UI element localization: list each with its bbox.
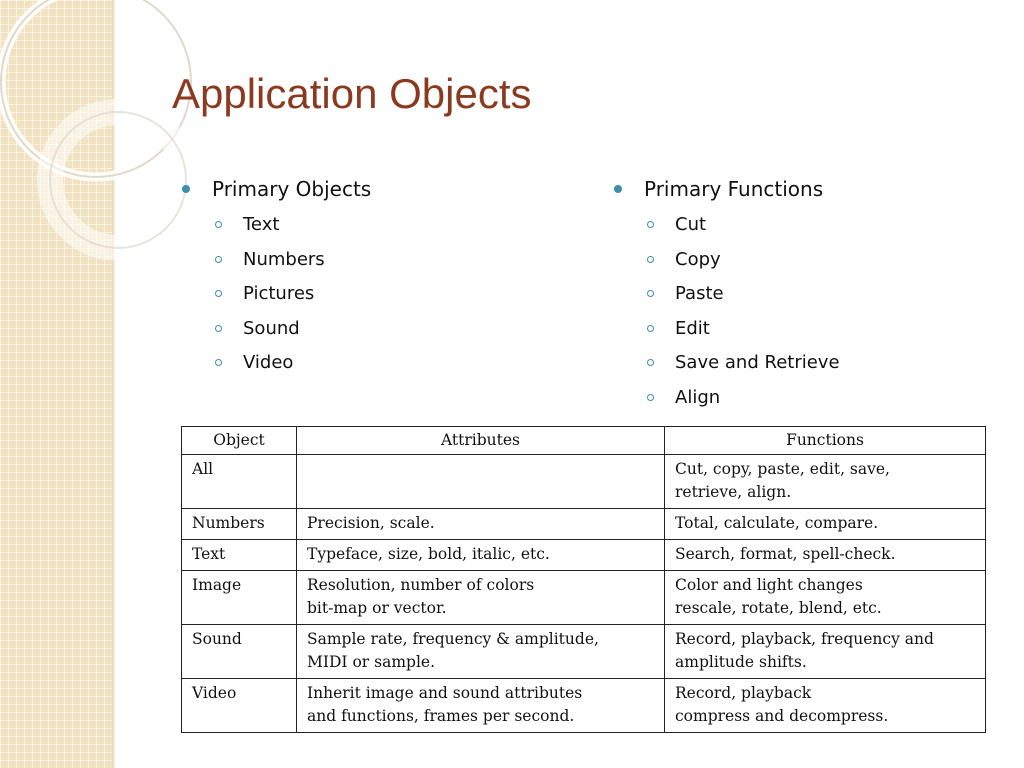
list-item xyxy=(612,346,840,381)
table-row xyxy=(182,679,986,733)
bullet-ring-icon xyxy=(647,290,654,297)
table-row xyxy=(182,540,986,571)
list-item xyxy=(612,277,840,312)
column-header-attributes: Attributes xyxy=(297,427,665,455)
slide-title: Application Objects xyxy=(172,70,532,117)
cell-attributes xyxy=(297,455,665,509)
table-row xyxy=(182,571,986,625)
cell-attributes: Typeface, size, bold, italic, etc. xyxy=(297,540,665,571)
column-header-object: Object xyxy=(182,427,297,455)
bullet-ring-icon xyxy=(215,256,222,263)
list-item xyxy=(612,312,840,347)
cell-attributes: Sample rate, frequency & amplitude, MIDI or sample. xyxy=(297,625,665,679)
list-item-label: Paste xyxy=(675,283,724,305)
list-item-label: Align xyxy=(675,386,721,408)
column-header-functions: Functions xyxy=(665,427,986,455)
decorative-side-strip xyxy=(0,0,112,768)
primary-objects-list xyxy=(180,174,371,381)
list-heading-label: Primary Objects xyxy=(212,177,372,201)
bullet-ring-icon xyxy=(215,221,222,228)
bullet-ring-icon xyxy=(215,290,222,297)
table-row xyxy=(182,625,986,679)
cell-functions: Record, playback, frequency and amplitude shifts. xyxy=(665,625,986,679)
cell-object: Sound xyxy=(182,625,297,679)
bullet-dot-icon xyxy=(182,185,190,193)
objects-table xyxy=(181,426,986,733)
bullet-ring-icon xyxy=(647,394,654,401)
bullet-ring-icon xyxy=(215,359,222,366)
list-item xyxy=(612,243,840,278)
list-item-label: Copy xyxy=(675,248,721,270)
list-heading-primary-objects xyxy=(180,174,371,204)
list-item xyxy=(612,208,840,243)
cell-attributes: Precision, scale. xyxy=(297,509,665,540)
cell-functions: Color and light changes rescale, rotate, blend, etc. xyxy=(665,571,986,625)
bullet-ring-icon xyxy=(647,256,654,263)
cell-attributes: Inherit image and sound attributes and functions, frames per second. xyxy=(297,679,665,733)
cell-functions: Record, playback compress and decompress. xyxy=(665,679,986,733)
list-item-label: Numbers xyxy=(243,248,325,270)
cell-object: Image xyxy=(182,571,297,625)
cell-object: All xyxy=(182,455,297,509)
list-item-label: Cut xyxy=(675,214,707,235)
list-heading-label: Primary Functions xyxy=(644,177,824,201)
table-row xyxy=(182,509,986,540)
list-item xyxy=(612,381,840,416)
cell-object: Numbers xyxy=(182,509,297,540)
list-item-label: Text xyxy=(243,214,280,235)
list-item xyxy=(180,243,371,278)
cell-functions: Total, calculate, compare. xyxy=(665,509,986,540)
list-item xyxy=(180,208,371,243)
list-item-label: Save and Retrieve xyxy=(675,352,840,374)
list-item-label: Pictures xyxy=(243,283,315,305)
cell-functions: Cut, copy, paste, edit, save, retrieve, align. xyxy=(665,455,986,509)
primary-functions-list xyxy=(612,174,840,416)
list-heading-primary-functions xyxy=(612,174,840,204)
bullet-dot-icon xyxy=(614,185,622,193)
list-item-label: Edit xyxy=(675,317,710,339)
table-header-row xyxy=(182,427,986,455)
list-item-label: Video xyxy=(243,352,294,374)
list-item-label: Sound xyxy=(243,317,300,339)
list-item xyxy=(180,346,371,381)
cell-attributes: Resolution, number of colors bit-map or vector. xyxy=(297,571,665,625)
list-item xyxy=(180,277,371,312)
list-item xyxy=(180,312,371,347)
bullet-ring-icon xyxy=(647,325,654,332)
cell-object: Video xyxy=(182,679,297,733)
bullet-ring-icon xyxy=(647,359,654,366)
side-strip-edge xyxy=(112,0,116,768)
cell-object: Text xyxy=(182,540,297,571)
bullet-ring-icon xyxy=(647,221,654,228)
bullet-ring-icon xyxy=(215,325,222,332)
table-row xyxy=(182,455,986,509)
cell-functions: Search, format, spell-check. xyxy=(665,540,986,571)
